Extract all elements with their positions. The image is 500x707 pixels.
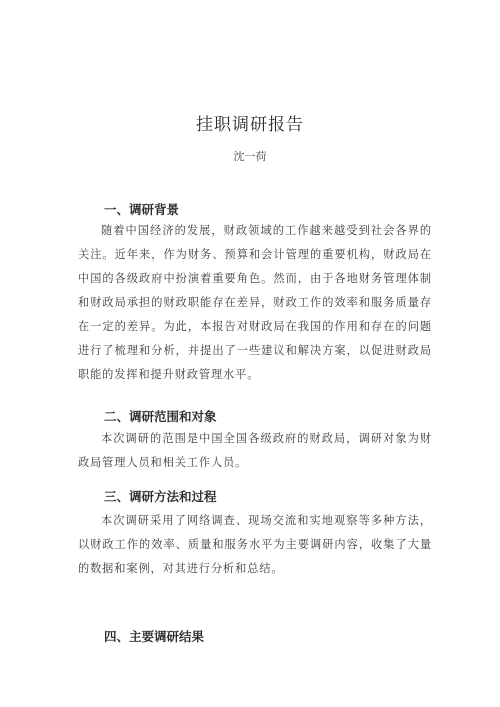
section-heading-method: 三、调研方法和过程 [104,489,217,504]
section-heading-scope: 二、调研范围和对象 [104,409,217,424]
document-title: 挂职调研报告 [196,115,304,135]
section-body-method: 本次调研采用了网络调查、现场交流和实地观察等多种方法，以财政工作的效率、质量和服务水平为主要调研内容，收集了大量的数据和案例，对其进行分析和总结。 [78,514,432,575]
section-body-background: 随着中国经济的发展，财政领域的工作越来越受到社会各界的关注。近年来，作为财务、预算和会计管理的重要机构，财政局在中国的各级政府中扮演着重要角色。然而，由于各地财务管理体制和财政局承担的财政职能存在差异，财政工作的效率和服务质量存在一定的差异。为此，本报告对财政局在我国的作用和存在的问题进行了梳理和分析，并提出了一些建议和解决方案，以促进财政局职能的发挥和提升财政管理水平。 [78,224,432,381]
section-heading-results: 四、主要调研结果 [104,629,205,644]
section-heading-background: 一、调研背景 [104,202,180,217]
document-author: 沈一荷 [233,150,267,163]
section-body-scope: 本次调研的范围是中国全国各级政府的财政局，调研对象为财政局管理人员和相关工作人员。 [78,432,432,469]
